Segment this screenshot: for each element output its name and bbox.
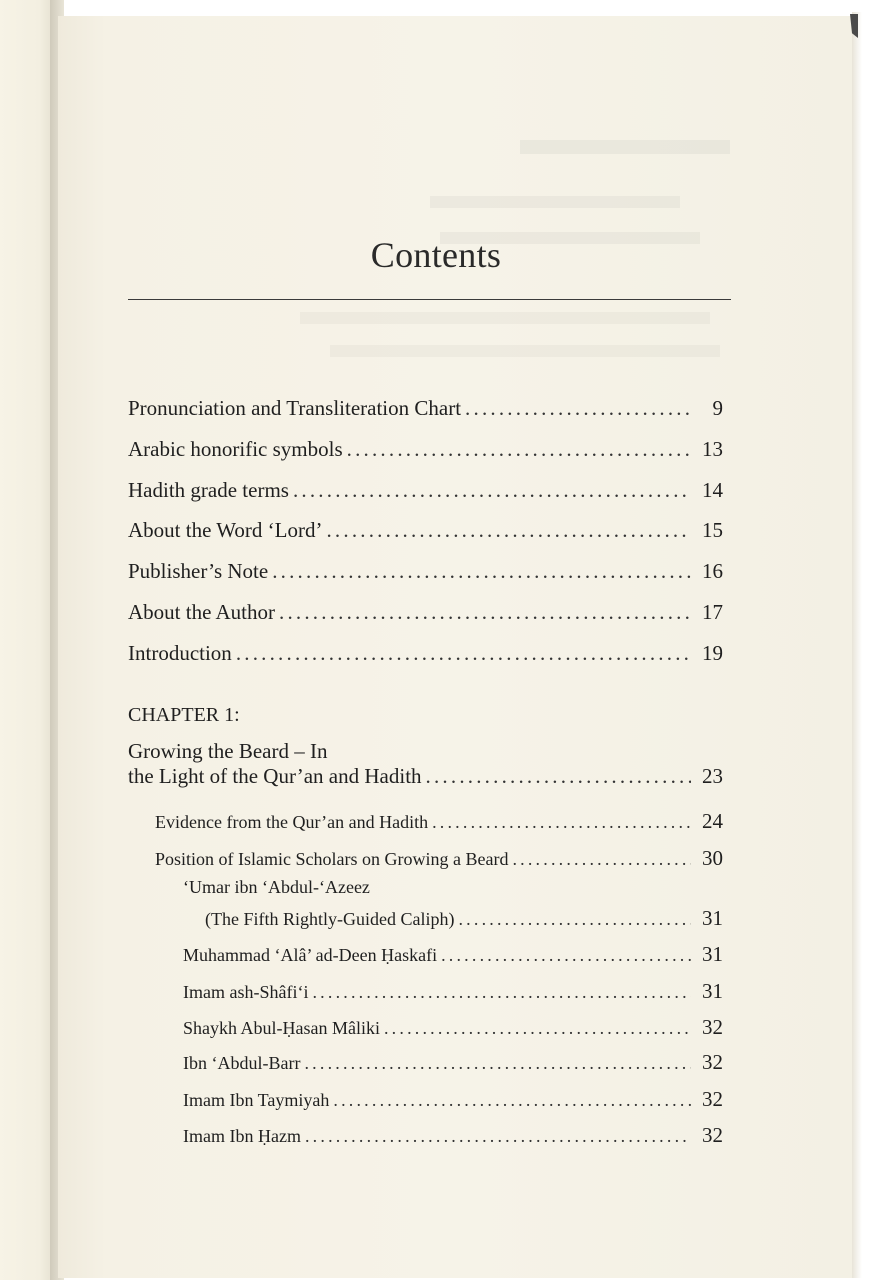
scholar-page: 32 <box>702 1123 723 1147</box>
toc-scholar-entry <box>183 979 723 1009</box>
toc-entry-page: 16 <box>702 559 723 583</box>
scholar-title: Shaykh Abul-Ḥasan Mâliki <box>183 1018 380 1038</box>
dot-leader <box>293 478 691 503</box>
scholar-page: 31 <box>702 979 723 1003</box>
dot-leader <box>272 559 691 584</box>
toc-entry-page: 14 <box>702 478 723 502</box>
toc-entry-page: 17 <box>702 600 723 624</box>
scholar-title: Imam Ibn Taymiyah <box>183 1090 330 1110</box>
dot-leader <box>236 641 691 666</box>
dot-leader <box>279 600 691 625</box>
scholar-page: 31 <box>702 942 723 966</box>
scholar-title: Ibn ‘Abdul-Barr <box>183 1053 301 1073</box>
scholar-title: Muhammad ‘Alâ’ ad-Deen Ḥaskafi <box>183 945 438 965</box>
toc-entry-title: Introduction <box>128 641 232 665</box>
dot-leader <box>432 812 691 833</box>
dot-leader <box>441 945 691 966</box>
chapter-label: CHAPTER 1: <box>128 704 240 726</box>
toc-scholar-entry <box>183 1015 723 1045</box>
toc-section-entry <box>155 809 723 839</box>
dot-leader <box>458 909 691 930</box>
dot-leader <box>333 1090 691 1111</box>
toc-entry-page: 13 <box>702 437 723 461</box>
scholar-title-line2: (The Fifth Rightly-Guided Caliph) <box>205 909 455 929</box>
dot-leader <box>384 1018 691 1039</box>
section-page: 24 <box>702 809 723 833</box>
toc-entry-page: 15 <box>702 518 723 542</box>
scholar-title-line1: ‘Umar ibn ‘Abdul-‘Azeez <box>183 877 370 897</box>
dot-leader <box>326 518 691 543</box>
section-title: Evidence from the Qur’an and Hadith <box>155 812 429 832</box>
dot-leader <box>305 1126 691 1147</box>
toc-entry-title: Hadith grade terms <box>128 478 289 502</box>
dot-leader <box>304 1053 691 1074</box>
scholar-page: 32 <box>702 1087 723 1111</box>
toc-entry-title: Pronunciation and Transliteration Chart <box>128 396 462 420</box>
chapter-page: 23 <box>702 764 723 788</box>
toc-section-entry <box>155 846 723 876</box>
toc-entry <box>128 559 723 589</box>
dot-leader <box>312 982 691 1003</box>
scholar-page: 31 <box>702 906 723 930</box>
toc-scholar-entry <box>183 1123 723 1153</box>
scholar-title: Imam Ibn Ḥazm <box>183 1126 301 1146</box>
chapter-title-entry <box>128 764 723 794</box>
toc-scholar-entry <box>205 906 723 936</box>
toc-entry <box>128 518 723 548</box>
toc-entry-title: About the Author <box>128 600 275 624</box>
toc-scholar-entry <box>183 1050 723 1080</box>
section-page: 30 <box>702 846 723 870</box>
scholar-page: 32 <box>702 1050 723 1074</box>
dot-leader <box>426 764 691 789</box>
toc-scholar-entry <box>183 1087 723 1117</box>
toc-entry-title: Arabic honorific symbols <box>128 437 343 461</box>
dot-leader <box>465 396 691 421</box>
chapter-title-line2: the Light of the Qur’an and Hadith <box>128 764 422 788</box>
toc-entry-page: 19 <box>702 641 723 665</box>
page-title: Contents <box>370 235 502 275</box>
dot-leader <box>347 437 691 462</box>
toc-entry <box>128 641 723 671</box>
toc-entry-title: About the Word ‘Lord’ <box>128 518 323 542</box>
dot-leader <box>512 849 691 870</box>
scholar-title: Imam ash-Shâfi‘i <box>183 982 309 1002</box>
toc-entry-title: Publisher’s Note <box>128 559 269 583</box>
toc-entry <box>128 437 723 467</box>
toc-scholar-entry <box>183 942 723 972</box>
toc-entry-page: 9 <box>712 396 723 420</box>
chapter-title-line1: Growing the Beard – In <box>128 739 328 763</box>
scholar-page: 32 <box>702 1015 723 1039</box>
toc-entry <box>128 478 723 508</box>
toc-entry <box>128 396 723 426</box>
toc-entry <box>128 600 723 630</box>
section-title: Position of Islamic Scholars on Growing a Beard <box>155 849 509 869</box>
